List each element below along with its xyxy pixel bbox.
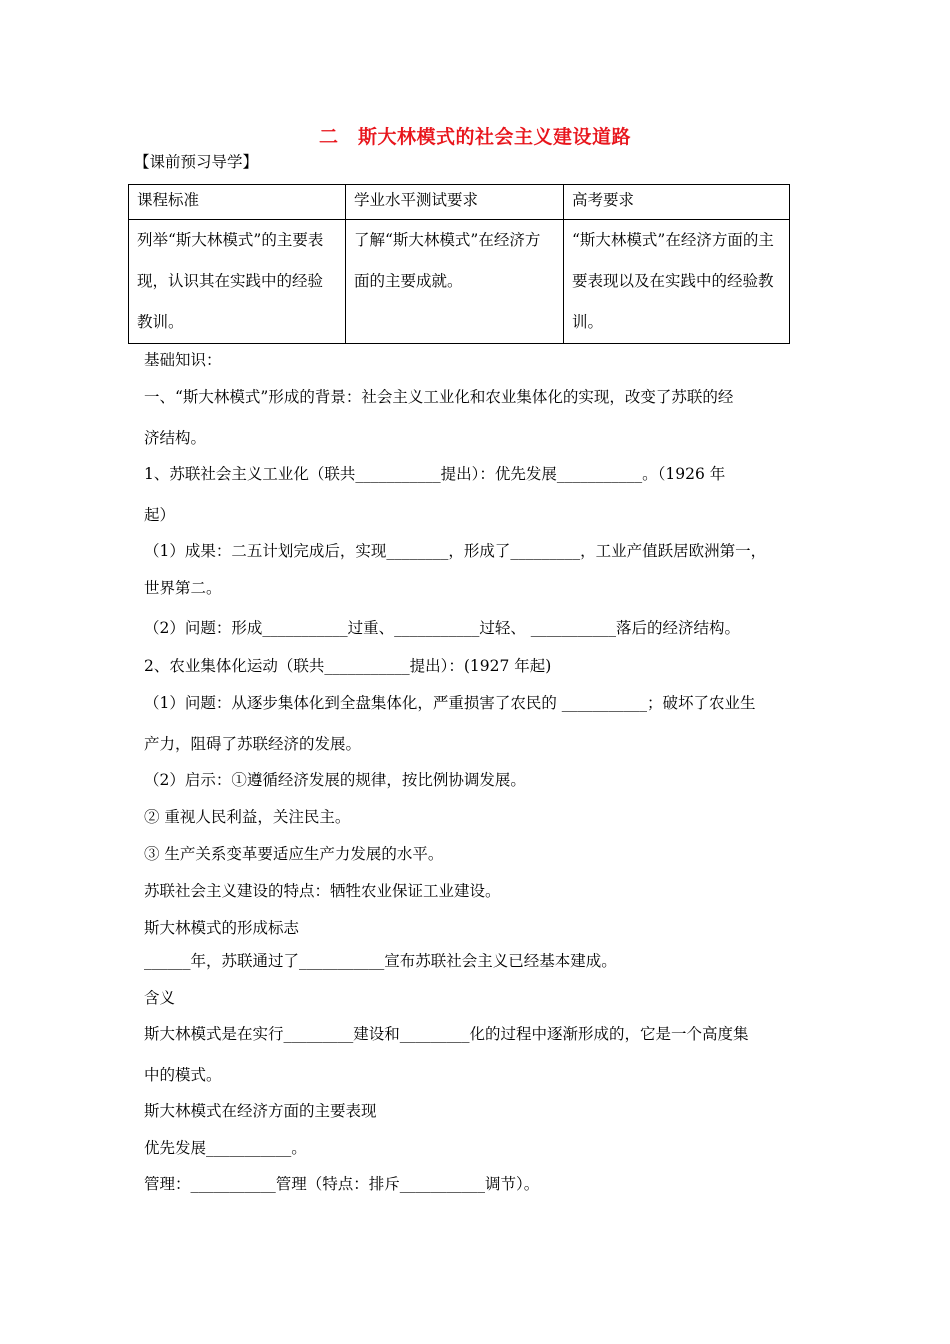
table-header-cell: 课程标准 bbox=[129, 185, 346, 220]
text-line: 苏联社会主义建设的特点：牺牲农业保证工业建设。 bbox=[144, 882, 501, 900]
text-line: 含义 bbox=[144, 989, 176, 1007]
text-line: ③ 生产关系变革要适应生产力发展的水平。 bbox=[144, 845, 444, 863]
text-line: （2）问题：形成___________过重、___________过轻、 ___________落后的经济结构。 bbox=[144, 619, 741, 637]
text-line: 管理：___________管理（特点：排斥___________调节）。 bbox=[144, 1175, 540, 1193]
text-line: 优先发展___________。 bbox=[144, 1139, 307, 1157]
table-header-row bbox=[129, 185, 790, 220]
text-line: 斯大林模式的形成标志 bbox=[144, 919, 300, 937]
text-line: 中的模式。 bbox=[144, 1066, 222, 1084]
text-line: ② 重视人民利益，关注民主。 bbox=[144, 808, 351, 826]
table-row bbox=[129, 220, 790, 344]
text-line: 世界第二。 bbox=[144, 579, 222, 597]
table-cell: 了解“斯大林模式”在经济方面的主要成就。 bbox=[346, 220, 564, 344]
text-line: 1、苏联社会主义工业化（联共___________提出）：优先发展___________。（1926 年 bbox=[144, 465, 726, 483]
text-line: 济结构。 bbox=[144, 429, 207, 447]
section-tag: 【课前预习导学】 bbox=[134, 153, 259, 171]
text-line: ______年，苏联通过了___________宣布苏联社会主义已经基本建成。 bbox=[144, 952, 617, 970]
table-cell: 列举“斯大林模式”的主要表现，认识其在实践中的经验教训。 bbox=[129, 220, 346, 344]
text-line: 产力，阻碍了苏联经济的发展。 bbox=[144, 735, 362, 753]
text-line: 起） bbox=[144, 506, 176, 524]
text-line: （2）启示：①遵循经济发展的规律，按比例协调发展。 bbox=[144, 771, 526, 789]
text-line: 斯大林模式在经济方面的主要表现 bbox=[144, 1102, 377, 1120]
text-line: 一、“斯大林模式”形成的背景：社会主义工业化和农业集体化的实现，改变了苏联的经 bbox=[144, 388, 734, 406]
text-line: 基础知识： bbox=[144, 351, 222, 369]
page-title: 二 斯大林模式的社会主义建设道路 bbox=[318, 126, 631, 148]
text-line: （1）成果：二五计划完成后，实现________，形成了_________，工业产值跃居欧洲第一， bbox=[144, 542, 767, 560]
table-cell: “斯大林模式”在经济方面的主要表现以及在实践中的经验教训。 bbox=[564, 220, 790, 344]
requirements-table bbox=[128, 184, 790, 344]
text-line: （1）问题：从逐步集体化到全盘集体化，严重损害了农民的 ___________；破坏了农业生 bbox=[144, 694, 756, 712]
table-header-cell: 高考要求 bbox=[564, 185, 790, 220]
text-line: 斯大林模式是在实行_________建设和_________化的过程中逐渐形成的，它是一个高度集 bbox=[144, 1025, 749, 1043]
table-header-cell: 学业水平测试要求 bbox=[346, 185, 564, 220]
text-line: 2、农业集体化运动（联共___________提出）：(1927 年起) bbox=[144, 657, 552, 675]
